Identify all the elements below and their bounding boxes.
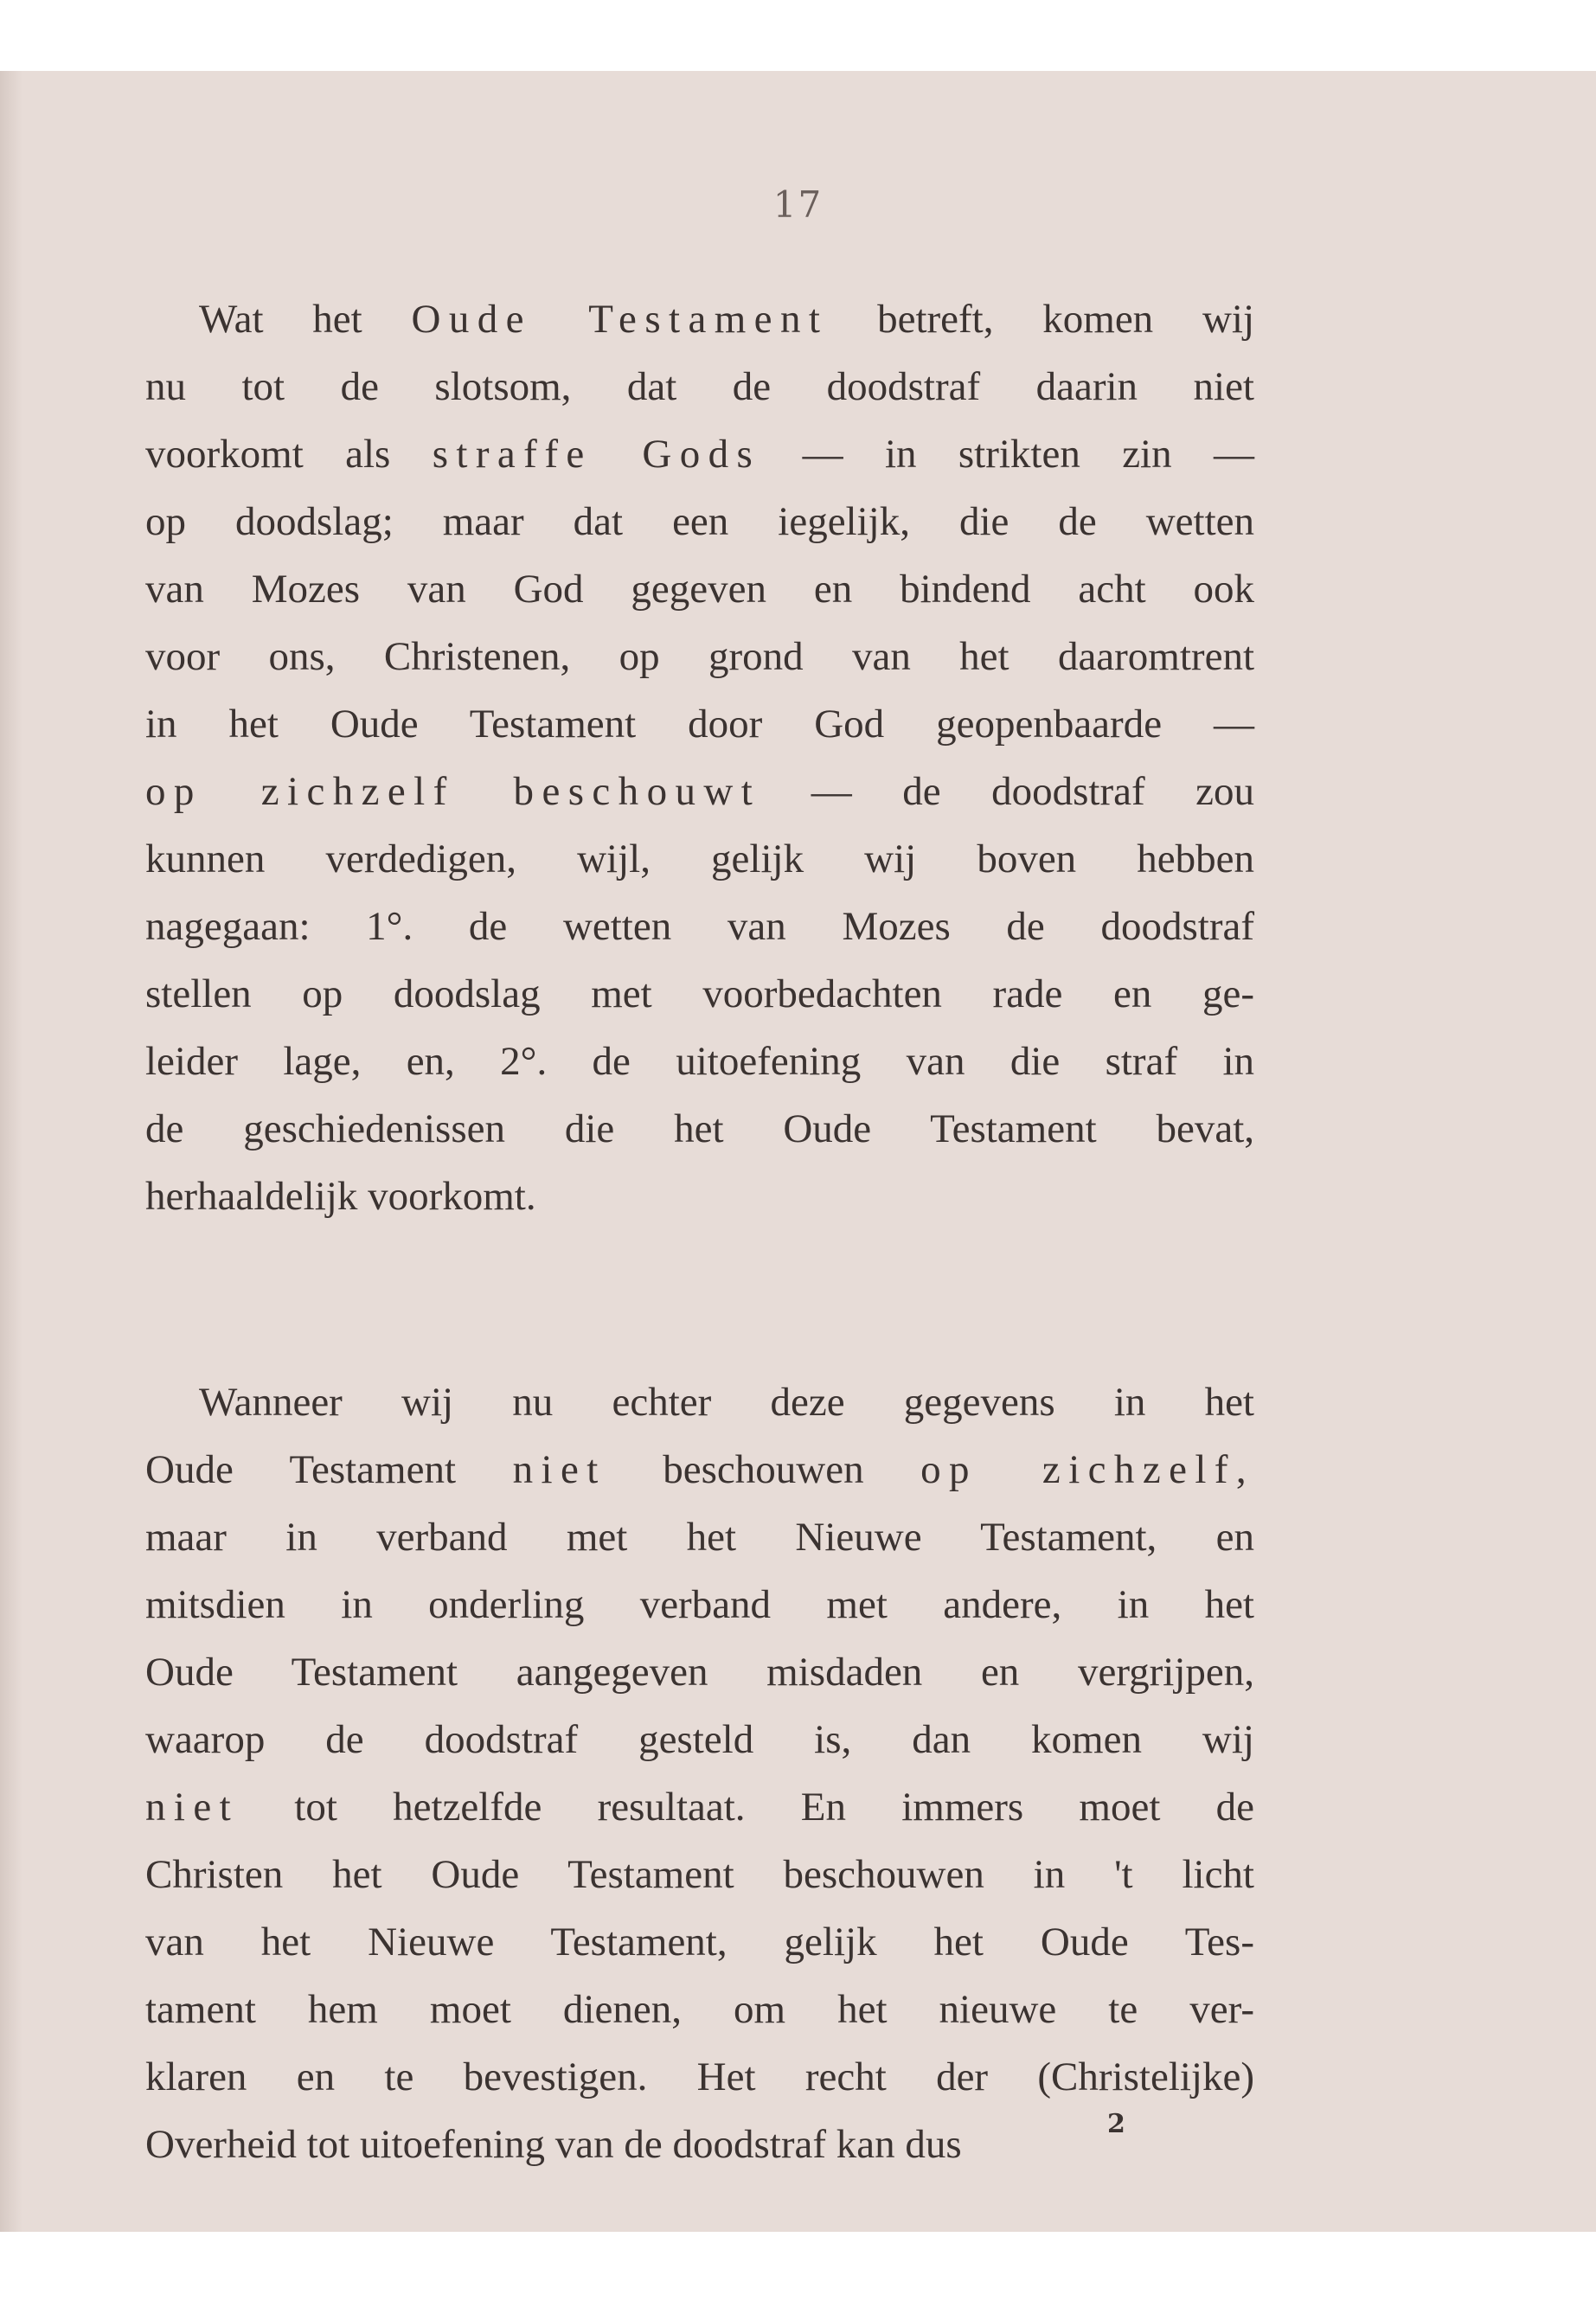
text-line xyxy=(145,353,1254,420)
text-line xyxy=(145,893,1254,960)
text-line xyxy=(145,555,1254,623)
text-run: van het Nieuwe Testament, gelijk het Oude Tes- xyxy=(145,1920,1254,1965)
text-line xyxy=(145,960,1254,1028)
text-run: herhaaldelijk voorkomt. xyxy=(145,1174,536,1219)
text-run: Christen het Oude Testament beschouwen in 't licht xyxy=(145,1852,1254,1897)
text-run: Wanneer wij nu echter deze gegevens in het xyxy=(199,1380,1254,1425)
text-run: Wat het xyxy=(199,297,412,342)
text-run: Oude Testament xyxy=(145,1447,513,1492)
spaced-emphasis: niet xyxy=(145,1785,240,1830)
text-line xyxy=(145,1976,1254,2043)
spaced-emphasis: straffe Gods xyxy=(432,432,761,477)
text-line xyxy=(145,1368,1254,1436)
paragraph-2 xyxy=(145,1368,1254,2178)
text-run: tot hetzelfde resultaat. En immers moet de xyxy=(239,1785,1254,1830)
text-line xyxy=(145,1571,1254,1638)
text-line xyxy=(145,1028,1254,1095)
text-line xyxy=(145,2111,1254,2178)
text-run: kunnen verdedigen, wijl, gelijk wij boven hebben xyxy=(145,836,1254,881)
text-run: nagegaan: 1°. de wetten van Mozes de doodstraf xyxy=(145,904,1254,949)
text-line xyxy=(145,1095,1254,1163)
spaced-emphasis: op zichzelf, xyxy=(920,1447,1254,1492)
text-line xyxy=(145,285,1254,353)
text-line xyxy=(145,1638,1254,1706)
text-run: — in strikten zin — xyxy=(760,432,1254,477)
text-line xyxy=(145,1706,1254,1773)
text-run: nu tot de slotsom, dat de doodstraf daarin niet xyxy=(145,364,1254,409)
page-number: 17 xyxy=(772,183,824,226)
text-run: klaren en te bevestigen. Het recht der (Christelijke) xyxy=(145,2054,1254,2099)
spaced-emphasis: niet xyxy=(512,1447,606,1492)
text-line xyxy=(145,1163,1254,1230)
book-page xyxy=(0,71,1596,2232)
text-run: in het Oude Testament door God geopenbaarde — xyxy=(145,702,1254,747)
text-line xyxy=(145,825,1254,893)
text-run: de geschiedenissen die het Oude Testament bevat, xyxy=(145,1106,1254,1151)
text-run: stellen op doodslag met voorbedachten rade en ge- xyxy=(145,971,1254,1016)
text-run: betreft, komen wij xyxy=(828,297,1255,342)
paragraph-1 xyxy=(145,285,1254,1230)
text-run: voorkomt als xyxy=(145,432,433,477)
text-line xyxy=(145,690,1254,758)
signature-mark: 2 xyxy=(1107,2109,1125,2139)
text-run: Overheid tot uitoefening van de doodstraf kan dus xyxy=(145,2122,962,2167)
text-run: beschouwen xyxy=(606,1447,921,1492)
text-run: leider lage, en, 2°. de uitoefening van die straf in xyxy=(145,1039,1254,1084)
text-line xyxy=(145,758,1254,825)
text-line xyxy=(145,1773,1254,1841)
text-run: voor ons, Christenen, op grond van het daaromtrent xyxy=(145,634,1254,679)
text-line xyxy=(145,1503,1254,1571)
text-line xyxy=(145,623,1254,690)
page-edge-shadow xyxy=(0,71,22,2232)
text-run: — de doodstraf zou xyxy=(760,769,1254,814)
text-line xyxy=(145,1908,1254,1976)
text-line xyxy=(145,2043,1254,2111)
spaced-emphasis: op zichzelf beschouwt xyxy=(145,769,761,814)
text-run: van Mozes van God gegeven en bindend acht ook xyxy=(145,567,1254,612)
text-run: Oude Testament aangegeven misdaden en vergrijpen, xyxy=(145,1650,1254,1695)
text-run: mitsdien in onderling verband met andere, in het xyxy=(145,1582,1254,1627)
text-run: waarop de doodstraf gesteld is, dan komen wij xyxy=(145,1717,1254,1762)
text-run: op doodslag; maar dat een iegelijk, die de wetten xyxy=(145,499,1254,544)
spaced-emphasis: Oude Testament xyxy=(411,297,829,342)
text-run: tament hem moet dienen, om het nieuwe te ver- xyxy=(145,1987,1254,2032)
text-run: maar in verband met het Nieuwe Testament, en xyxy=(145,1515,1254,1560)
text-line xyxy=(145,1841,1254,1908)
text-line xyxy=(145,488,1254,555)
text-line xyxy=(145,420,1254,488)
text-line xyxy=(145,1436,1254,1503)
